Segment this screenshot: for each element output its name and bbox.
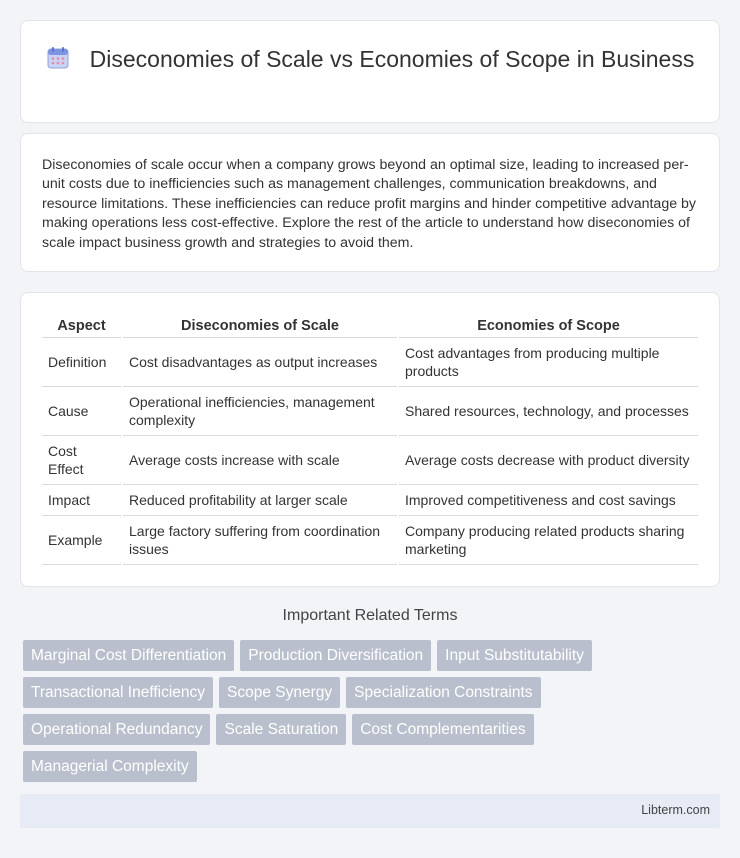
tag-transactional-inefficiency[interactable]: Transactional Inefficiency	[23, 677, 213, 708]
header-aspect: Aspect	[42, 315, 122, 337]
cell-aspect: Cost Effect	[42, 435, 122, 484]
footer-brand-link[interactable]: Libterm.com	[641, 803, 710, 817]
table-row	[42, 386, 698, 435]
tag-row	[23, 640, 723, 671]
related-terms-heading: Important Related Terms	[282, 607, 458, 624]
intro-card	[20, 133, 720, 272]
tag-row	[23, 677, 723, 708]
cell-economies: Shared resources, technology, and processes	[398, 386, 698, 435]
related-terms-list	[23, 640, 723, 788]
cell-diseconomies: Average costs increase with scale	[122, 435, 398, 484]
cell-diseconomies: Cost disadvantages as output increases	[122, 337, 398, 386]
tag-scope-synergy[interactable]: Scope Synergy	[219, 677, 340, 708]
page-title	[21, 45, 719, 74]
calendar-icon	[46, 46, 70, 70]
cell-economies: Company producing related products sharing marketing	[398, 515, 698, 564]
cell-aspect: Cause	[42, 386, 122, 435]
table-row	[42, 515, 698, 564]
comparison-table	[42, 315, 698, 565]
cell-aspect: Definition	[42, 337, 122, 386]
tag-scale-saturation[interactable]: Scale Saturation	[216, 714, 346, 745]
cell-aspect: Impact	[42, 484, 122, 515]
tag-cost-complementarities[interactable]: Cost Complementarities	[352, 714, 533, 745]
tag-row	[23, 751, 723, 782]
cell-diseconomies: Reduced profitability at larger scale	[122, 484, 398, 515]
cell-economies: Cost advantages from producing multiple products	[398, 337, 698, 386]
cell-aspect: Example	[42, 515, 122, 564]
header-diseconomies: Diseconomies of Scale	[122, 315, 398, 337]
table-row	[42, 484, 698, 515]
footer	[20, 794, 720, 828]
title-card	[20, 20, 720, 123]
tag-input-substitutability[interactable]: Input Substitutability	[437, 640, 592, 671]
table-row	[42, 435, 698, 484]
cell-economies: Improved competitiveness and cost savings	[398, 484, 698, 515]
tag-specialization-constraints[interactable]: Specialization Constraints	[346, 677, 540, 708]
intro-paragraph: Diseconomies of scale occur when a company grows beyond an optimal size, leading to increased per-unit costs due to inefficiencies such as management challenges, communication breakdowns, and resource limitations. These inefficiencies can reduce profit margins and hinder competitive advantage by making operations less cost-effective. Explore the rest of the article to understand how diseconomies of scale impact business growth and strategies to avoid them.	[42, 157, 697, 251]
cell-economies: Average costs decrease with product diversity	[398, 435, 698, 484]
tag-production-diversification[interactable]: Production Diversification	[240, 640, 431, 671]
comparison-card	[20, 292, 720, 587]
cell-diseconomies: Large factory suffering from coordination issues	[122, 515, 398, 564]
cell-diseconomies: Operational inefficiencies, management complexity	[122, 386, 398, 435]
tag-row	[23, 714, 723, 745]
title-text: Diseconomies of Scale vs Economies of Scope in Business	[89, 46, 695, 72]
header-economies: Economies of Scope	[398, 315, 698, 337]
tag-managerial-complexity[interactable]: Managerial Complexity	[23, 751, 197, 782]
header	[21, 45, 719, 74]
tag-marginal-cost-differentiation[interactable]: Marginal Cost Differentiation	[23, 640, 234, 671]
tag-operational-redundancy[interactable]: Operational Redundancy	[23, 714, 210, 745]
table-header-row	[42, 315, 698, 337]
table-row	[42, 337, 698, 386]
